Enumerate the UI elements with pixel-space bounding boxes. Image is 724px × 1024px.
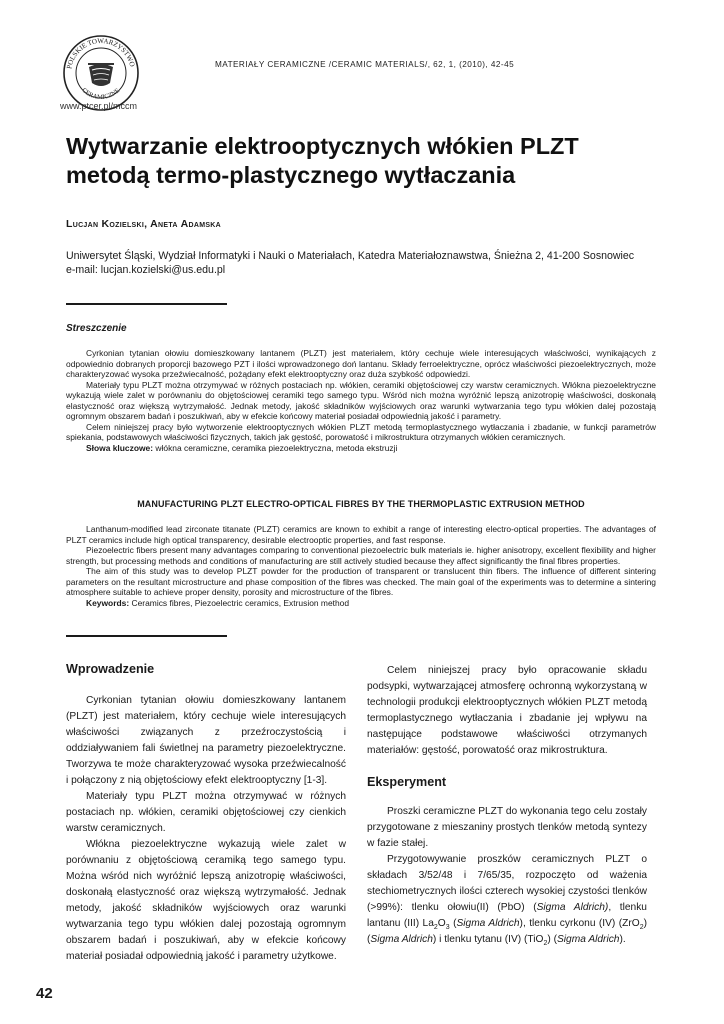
affiliation-email: e-mail: lucjan.kozielski@us.edu.pl [66, 264, 226, 276]
right-column [367, 663, 647, 948]
abstract-pl [66, 348, 656, 453]
abstract-pl-keywords [66, 443, 656, 454]
body-paragraph: Włókna piezoelektryczne wykazują wiele zalet w porównaniu z objętościową ceramiką tego samego typu. Można wśród nich wyróżnić lepszą anizotropię właściwości, doskonałą elastyczność oraz większą wytrzymałość. Jednak metody, jakość składników wyjściowych oraz warunki wytwarzania tego typu włókien dalej pozostają ogromnym obszarem badań i poszukiwań, aby w efekcie końcowy materiał posiadał odpowiednią jakość i parametry użytkowe. [66, 839, 346, 962]
section-heading-experiment: Eksperyment [367, 775, 447, 789]
keywords-list: Ceramics fibres, Piezoelectric ceramics, Extrusion method [131, 597, 350, 608]
abstract-en-paragraph: Piezoelectric fibers present many advantages comparing to conventional piezoelectric bulk materials ie. higher anisotropy, excellent flexibility and higher strength, but processing methods and conditions of manufacturing are still actively studied because they affect significantly the final fibres properties. [66, 545, 656, 566]
svg-text:POLSKIE TOWARZYSTWO: POLSKIE TOWARZYSTWO [65, 36, 137, 70]
abstract-pl-paragraph: Celem niniejszej pracy było wytworzenie elektrooptycznych włókien PLZT metodą termoplastycznego wytłaczania i zbadanie, w funkcji parametrów spiekania, podstawowych właściwości fizycznych, takich jak gęstość, porowatość i mikrostruktura otrzymanych włókien ceramicznych. [66, 421, 656, 443]
article-title [66, 132, 656, 190]
abstract-en-paragraph: The aim of this study was to develop PLZT powder for the production of transparent or translucent thin fibers. The influence of different sintering parameters on the resultant microstructure and phase composition of the fibres was checked. The main goal of the experiments was to determine a sintering atmosphere suitable to achieve proper density, porosity and microstructure of the fibres. [66, 566, 656, 598]
abstract-pl-paragraph: Materiały typu PLZT można otrzymywać w różnych postaciach np. włókien, ceramiki objętościowej czy warstw ceramicznych. Włókna piezoelektryczne wykazują wiele zalet w porównaniu do objętościowej ceramiki tego samego typu. Wśród nich można wyróżnić lepszą anizotropię właściwości, doskonałą elastyczność oraz większą wytrzymałość. Jednak metody, jakość składników wyjściowych oraz warunki wytwarzania tego typu włókien dalej pozostają ogromnym obszarem badań i poszukiwań, aby w efekcie końcowy materiał posiadał odpowiednią jakość i parametry. [66, 379, 656, 422]
keywords-list: włókna ceramiczne, ceramika piezoelektryczna, metoda ekstruzji [155, 442, 398, 453]
page-number: 42 [36, 985, 53, 1002]
abstract-en [66, 524, 656, 608]
keywords-label: Słowa kluczowe: [86, 442, 154, 453]
society-url: www.ptcer.pl/mccm [60, 101, 138, 111]
body-paragraph: Celem niniejszej pracy było opracowanie składu podsypki, wytwarzającej atmosferę ochronną wykorzystaną w technologii produkcji elektrooptycznych włókien PLZT metodą termoplastycznego wytłaczania i zbadanie jej wpływu na następujące podstawowe właściwości otrzymanych materiałów: gęstość, porowatość oraz mikrostruktura. [367, 665, 647, 756]
body-paragraph: Przygotowywanie proszków ceramicznych PLZT o składach 3/52/48 i 7/65/35, rozpoczęto od ważenia stechiometrycznych ilości czterech wysokiej czystości tlenków (>99%): tlenku ołowiu(II) (PbO) (Sigma Aldrich), tlenku lantanu (III) $La_2O_3$ (Sigma Aldrich), tlenku cyrkonu (IV) (ZrO$_2$) (Sigma Aldrich) i tlenku tytanu (IV) (TiO$_2$) (Sigma Aldrich). [367, 854, 647, 948]
english-title: MANUFACTURING PLZT ELECTRO-OPTICAL FIBRES BY THE THERMOPLASTIC EXTRUSION METHOD [137, 499, 585, 509]
body-paragraph: Cyrkonian tytanian ołowiu domieszkowany lantanem (PLZT) jest materiałem, który cechuje wiele interesujących właściwości związanych z przeźroczystością i oddziaływaniem fali świetlnej na parametry piezoelektryczne. Tworzywa te może charakteryzować wysoka przeźwiecalność i połączony z nią objętościowy efekt elektrooptyczny [1-3]. [66, 695, 346, 786]
affiliation-address: Uniwersytet Śląski, Wydział Informatyki i Nauki o Materiałach, Katedra Materiałoznawstwa, Śnieżna 2, 41-200 Sosnowiec [66, 250, 635, 262]
keywords-label: Keywords: [86, 597, 130, 608]
section-divider [66, 303, 227, 305]
abstract-en-paragraph: Lanthanum-modified lead zirconate titanate (PLZT) ceramics are known to exhibit a range of interesting electro-optical properties. The advantages of PLZT ceramics include high optical transparency, desirable electrooptic properties, and fast response. [66, 524, 656, 545]
body-paragraph: Proszki ceramiczne PLZT do wykonania tego celu zostały przygotowane z mieszaniny prostych tlenków metodą syntezy w fazie stałej. [367, 806, 647, 849]
title-line-2: metodą termo-plastycznego wytłaczania [66, 162, 516, 188]
abstract-en-keywords [66, 598, 656, 609]
section-divider [66, 635, 227, 637]
svg-text:CERAMICZNE: CERAMICZNE [80, 86, 122, 101]
authors: Lucjan Kozielski, Aneta Adamska [66, 218, 222, 230]
affiliation [66, 249, 666, 277]
abstract-pl-paragraph: Cyrkonian tytanian ołowiu domieszkowany lantanem (PLZT) jest materiałem, który cechuje wiele interesujących właściwości, wynikających z odpowiednio dobranych proporcji bazowego PZT i ilości wprowadzonego doń lantanu. Składy ferroelektryczne, oprócz właściwości piezoelektrycznych, może charakteryzować wysoka przeźwiecalność, pożądany efekt elektrooptyczny oraz duża szybkość odpowiedzi. [66, 348, 656, 380]
section-heading-intro: Wprowadzenie [66, 662, 155, 676]
title-line-1: Wytwarzanie elektrooptycznych włókien PLZT [66, 133, 579, 159]
abstract-heading: Streszczenie [66, 323, 127, 334]
journal-citation: MATERIAŁY CERAMICZNE /CERAMIC MATERIALS/, 62, 1, (2010), 42-45 [215, 60, 515, 69]
body-paragraph: Materiały typu PLZT można otrzymywać w różnych postaciach np. włókien, ceramiki objętościowej czy cienkich warstw ceramicznych. [66, 791, 346, 834]
left-column [66, 661, 346, 965]
